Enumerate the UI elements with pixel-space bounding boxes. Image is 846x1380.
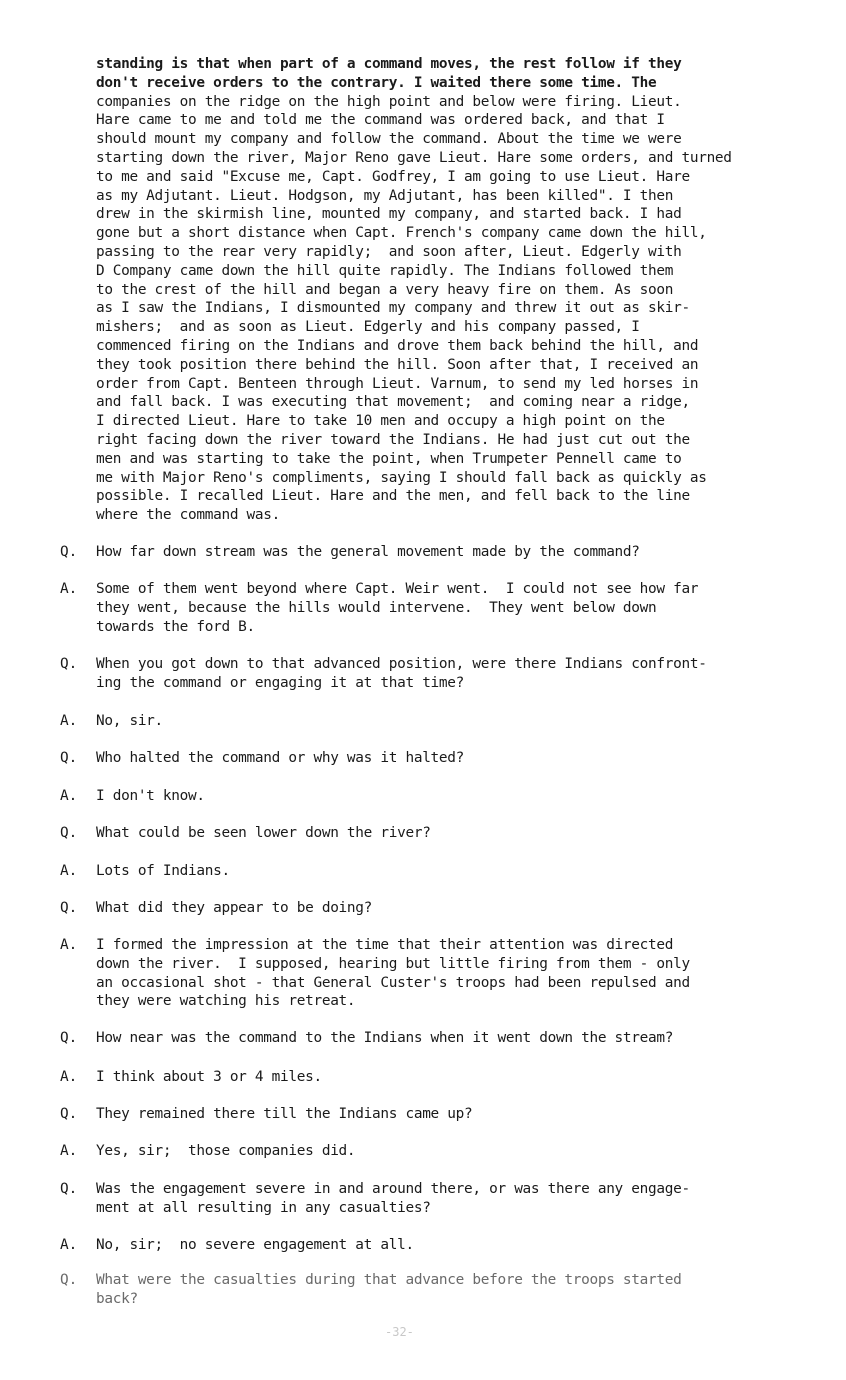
text-line: passing to the rear very rapidly; and soon after, Lieut. Edgerly with (96, 243, 682, 260)
text-line: drew in the skirmish line, mounted my company, and started back. I had (96, 206, 682, 223)
text-line: don't receive orders to the contrary. I waited there some time. The (96, 74, 657, 91)
question-text: How near was the command to the Indians when it went down the stream? (96, 1030, 674, 1046)
text-line: gone but a short distance when Capt. French's company came down the hill, (96, 225, 707, 242)
text-line: I directed Lieut. Hare to take 10 men and occupy a high point on the (96, 413, 665, 430)
question-text: What did they appear to be doing? (96, 900, 373, 916)
answer-label: A. (60, 713, 78, 729)
answer-text: down the river. I supposed, hearing but little firing from them - only (96, 955, 690, 972)
text-line: to me and said "Excuse me, Capt. Godfrey, I am going to use Lieut. Hare (96, 168, 690, 185)
question-text: Who halted the command or why was it halted? (96, 750, 465, 766)
question-text: Was the engagement severe in and around there, or was there any engage- (96, 1181, 690, 1197)
answer-text: No, sir; no severe engagement at all. (96, 1237, 414, 1253)
text-line: possible. I recalled Lieut. Hare and the men, and fell back to the line (96, 488, 690, 505)
text-line: right facing down the river toward the Indians. He had just cut out the (96, 431, 690, 448)
answer-text: I formed the impression at the time that their attention was directed (96, 937, 674, 953)
text-line: they took position there behind the hill. Soon after that, I received an (96, 356, 699, 373)
question-label: Q. (60, 750, 78, 766)
text-line: to the crest of the hill and began a very heavy fire on them. As soon (96, 281, 674, 298)
text-line: companies on the ridge on the high point and below were firing. Lieut. (96, 93, 682, 110)
text-line: me with Major Reno's compliments, saying I should fall back as quickly as (96, 469, 707, 486)
text-line: men and was starting to take the point, when Trumpeter Pennell came to (96, 450, 682, 467)
text-line: commenced firing on the Indians and drove them back behind the hill, and (96, 337, 699, 354)
text-line: order from Capt. Benteen through Lieut. Varnum, to send my led horses in (96, 375, 699, 392)
answer-text: an occasional shot - that General Custer's troops had been repulsed and (96, 974, 690, 991)
question-text: How far down stream was the general movement made by the command? (96, 544, 640, 560)
answer-label: A. (60, 581, 78, 597)
answer-text: Yes, sir; those companies did. (96, 1143, 356, 1159)
question-text: When you got down to that advanced position, were there Indians confront- (96, 656, 707, 672)
question-label: Q. (60, 656, 78, 672)
answer-label: A. (60, 788, 78, 804)
answer-text: I don't know. (96, 788, 205, 804)
text-line: standing is that when part of a command moves, the rest follow if they (96, 56, 682, 72)
answer-label: A. (60, 1143, 78, 1159)
text-line: D Company came down the hill quite rapidly. The Indians followed them (96, 262, 674, 279)
answer-text: they went, because the hills would intervene. They went below down (96, 599, 657, 616)
question-label: Q. (60, 1030, 78, 1046)
question-text: ment at all resulting in any casualties? (96, 1199, 431, 1216)
question-text: What could be seen lower down the river? (96, 825, 431, 841)
question-label: Q. (60, 1106, 78, 1122)
question-text: What were the casualties during that advance before the troops started (96, 1272, 682, 1288)
answer-label: A. (60, 937, 78, 953)
answer-text: No, sir. (96, 713, 163, 729)
answer-label: A. (60, 1237, 78, 1253)
text-line: as I saw the Indians, I dismounted my company and threw it out as skir- (96, 300, 690, 317)
answer-text: Some of them went beyond where Capt. Weir went. I could not see how far (96, 581, 699, 597)
answer-text: they were watching his retreat. (96, 993, 356, 1010)
text-line: mishers; and as soon as Lieut. Edgerly and his company passed, I (96, 319, 640, 336)
text-line: Hare came to me and told me the command was ordered back, and that I (96, 112, 665, 129)
question-label: Q. (60, 544, 78, 560)
text-line: starting down the river, Major Reno gave Lieut. Hare some orders, and turned (96, 149, 732, 166)
question-label: Q. (60, 900, 78, 916)
answer-text: I think about 3 or 4 miles. (96, 1069, 322, 1085)
answer-text: Lots of Indians. (96, 863, 230, 879)
question-text: They remained there till the Indians came up? (96, 1106, 473, 1122)
page-number: -32- (385, 1325, 414, 1339)
question-text: ing the command or engaging it at that time? (96, 674, 465, 691)
text-line: and fall back. I was executing that movement; and coming near a ridge, (96, 394, 690, 411)
question-label: Q. (60, 1272, 78, 1288)
text-line: where the command was. (96, 507, 281, 524)
question-text: back? (96, 1290, 138, 1307)
question-label: Q. (60, 1181, 78, 1197)
text-line: as my Adjutant. Lieut. Hodgson, my Adjutant, has been killed". I then (96, 187, 674, 204)
testimony-continuation (96, 55, 816, 525)
answer-text: towards the ford B. (96, 618, 255, 635)
text-line: should mount my company and follow the command. About the time we were (96, 131, 682, 148)
question-label: Q. (60, 825, 78, 841)
answer-label: A. (60, 1069, 78, 1085)
answer-label: A. (60, 863, 78, 879)
